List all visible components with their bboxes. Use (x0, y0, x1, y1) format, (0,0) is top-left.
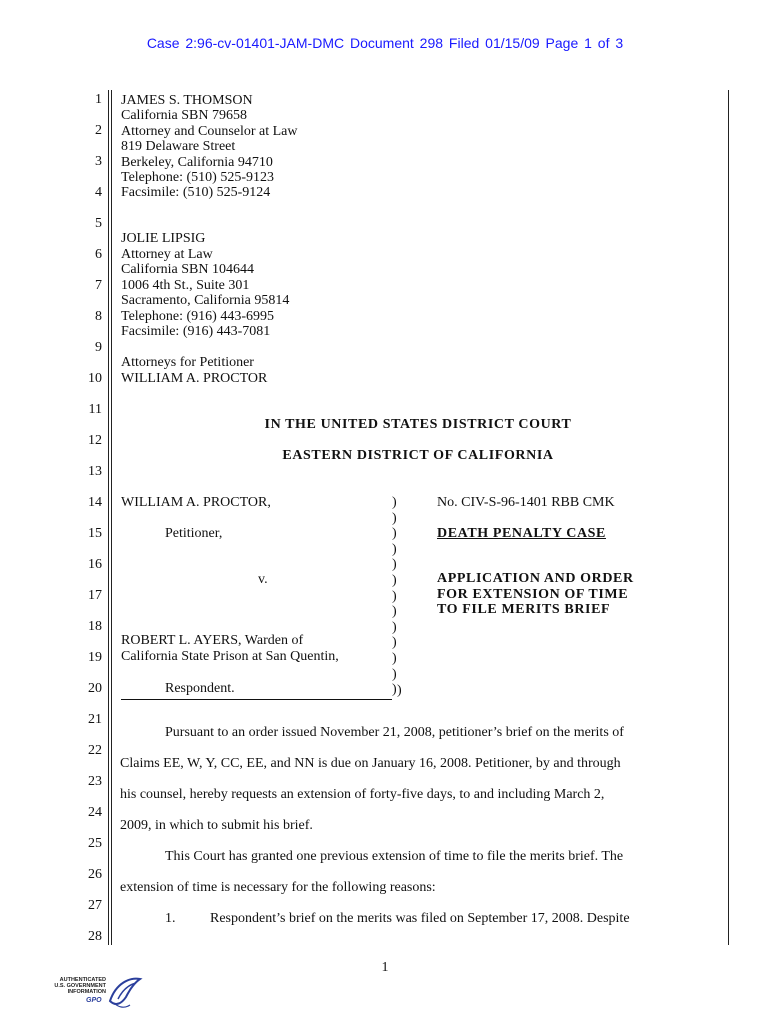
caption-parens (392, 495, 402, 698)
petitioner-name: WILLIAM A. PROCTOR, (121, 495, 271, 510)
page-number: 1 (381, 960, 389, 975)
document-title-3: TO FILE MERITS BRIEF (437, 602, 611, 617)
gpo-authentication-logo (44, 973, 144, 1013)
line-number: 26 (88, 867, 102, 882)
line-number: 20 (88, 681, 102, 696)
line-number: 11 (88, 402, 102, 417)
counsel-line: Sacramento, California 95814 (121, 293, 290, 308)
attorneys-for-client: WILLIAM A. PROCTOR (121, 371, 268, 386)
line-number: 17 (88, 588, 102, 603)
document-title-1: APPLICATION AND ORDER (437, 571, 634, 586)
respondent-line-1: ROBERT L. AYERS, Warden of (121, 633, 304, 648)
line-number: 15 (88, 526, 102, 541)
line-number: 12 (88, 433, 102, 448)
gpo-text-line: AUTHENTICATED (59, 977, 106, 983)
respondent-line-2: California State Prison at San Quentin, (121, 649, 339, 664)
counsel-line: California SBN 79658 (121, 108, 247, 123)
counsel-line: California SBN 104644 (121, 262, 254, 277)
closing-paren: ) (397, 682, 402, 698)
line-number: 9 (95, 340, 102, 355)
paragraph-line: Pursuant to an order issued November 21, 2008, petitioner’s brief on the merits of (165, 725, 624, 740)
list-item-number: 1. (165, 911, 176, 926)
paragraph-line: Claims EE, W, Y, CC, EE, and NN is due on January 16, 2008. Petitioner, by and through (120, 756, 621, 771)
line-number: 28 (88, 929, 102, 944)
counsel-line: 819 Delaware Street (121, 139, 236, 154)
line-number: 2 (95, 123, 102, 138)
court-district: EASTERN DISTRICT OF CALIFORNIA (282, 448, 554, 463)
line-number: 5 (95, 216, 102, 231)
line-number: 18 (88, 619, 102, 634)
case-header: Case 2:96-cv-01401-JAM-DMC Document 298 Filed 01/15/09 Page 1 of 3 (146, 35, 624, 51)
caption-underline (121, 687, 392, 700)
paragraph-line: extension of time is necessary for the following reasons: (120, 880, 436, 895)
line-number: 1 (95, 92, 102, 107)
court-name: IN THE UNITED STATES DISTRICT COURT (264, 417, 572, 432)
death-penalty-case: DEATH PENALTY CASE (437, 526, 606, 541)
counsel-line: Attorney and Counselor at Law (121, 124, 298, 139)
line-number: 23 (88, 774, 102, 789)
line-number: 27 (88, 898, 102, 913)
line-number: 25 (88, 836, 102, 851)
right-margin-rule (728, 90, 729, 945)
gpo-text-line: INFORMATION (67, 989, 106, 995)
line-number: 8 (95, 309, 102, 324)
eagle-icon (104, 973, 144, 1013)
counsel-line: Telephone: (916) 443-6995 (121, 309, 274, 324)
paragraph-line: This Court has granted one previous extension of time to file the merits brief. The (165, 849, 624, 864)
counsel-line: Facsimile: (916) 443-7081 (121, 324, 271, 339)
list-item-text: Respondent’s brief on the merits was filed on September 17, 2008. Despite (210, 911, 630, 926)
respondent-role: Respondent. (165, 681, 235, 696)
counsel-line: Attorney at Law (121, 247, 213, 262)
counsel-line: 1006 4th St., Suite 301 (121, 278, 250, 293)
document-title-2: FOR EXTENSION OF TIME (437, 587, 629, 602)
left-margin-rule-outer (108, 90, 109, 945)
line-number: 7 (95, 278, 102, 293)
paren-column: ) ) ) ) ) ) ) ) ) ) ) ) ) (392, 495, 397, 698)
line-number: 22 (88, 743, 102, 758)
gpo-text-line: U.S. GOVERNMENT (54, 983, 106, 989)
left-margin-rule-inner (111, 90, 112, 945)
line-number: 6 (95, 247, 102, 262)
line-number: 14 (88, 495, 102, 510)
line-number: 3 (95, 154, 102, 169)
petitioner-role: Petitioner, (165, 526, 223, 541)
counsel-line: JOLIE LIPSIG (121, 231, 206, 246)
line-number: 4 (95, 185, 102, 200)
line-number: 19 (88, 650, 102, 665)
line-number: 21 (88, 712, 102, 727)
counsel-line: Berkeley, California 94710 (121, 155, 273, 170)
paragraph-line: his counsel, hereby requests an extension of forty-five days, to and including March 2, (120, 787, 605, 802)
line-number: 16 (88, 557, 102, 572)
counsel-line: Telephone: (510) 525-9123 (121, 170, 274, 185)
attorneys-for-label: Attorneys for Petitioner (121, 355, 254, 370)
case-number: No. CIV-S-96-1401 RBB CMK (437, 495, 615, 510)
line-number: 13 (88, 464, 102, 479)
versus: v. (258, 572, 268, 587)
counsel-line: Facsimile: (510) 525-9124 (121, 185, 271, 200)
line-number: 24 (88, 805, 102, 820)
paragraph-line: 2009, in which to submit his brief. (120, 818, 313, 833)
counsel-line: JAMES S. THOMSON (121, 93, 253, 108)
gpo-mark: GPO (86, 997, 102, 1004)
line-number: 10 (88, 371, 102, 386)
